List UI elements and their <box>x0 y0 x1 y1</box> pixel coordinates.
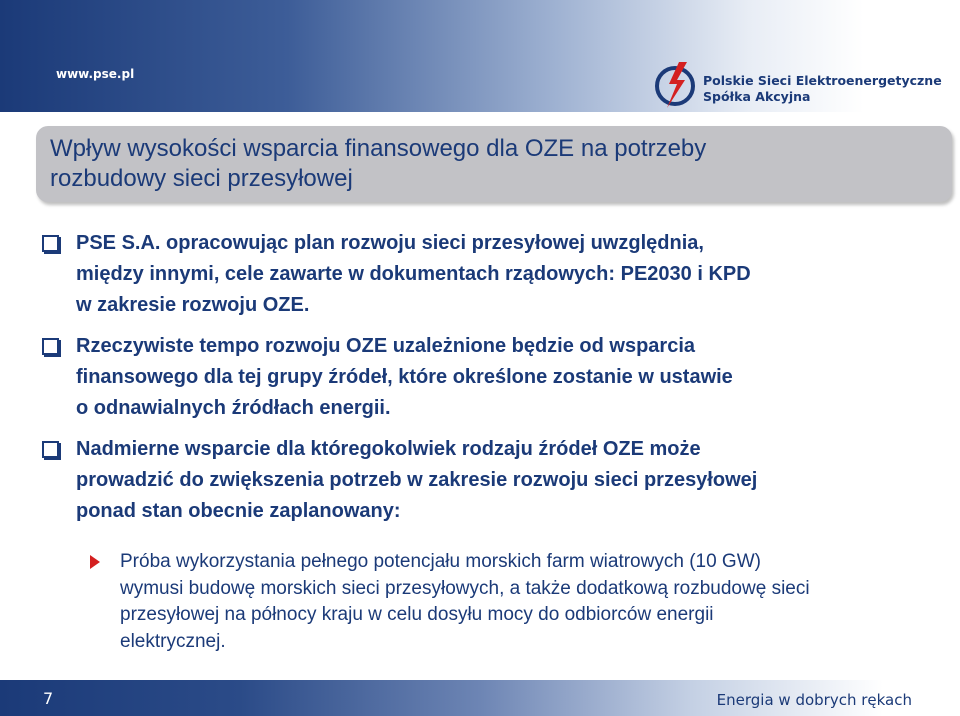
bullet-1-line-3: w zakresie rozwoju OZE. <box>76 294 310 316</box>
bullet-3-line-2: prowadzić do zwiększenia potrzeb w zakresie rozwoju sieci przesyłowej <box>76 469 758 491</box>
sub-bullet-line-3: przesyłowej na północy kraju w celu dosyłu mocy do odbiorców energii <box>120 604 714 625</box>
checkbox-bullet-icon <box>42 338 59 355</box>
bullet-1 <box>36 228 936 321</box>
sub-bullet-line-1: Próba wykorzystania pełnego potencjału morskich farm wiatrowych (10 GW) <box>120 551 761 572</box>
slide-content <box>36 228 936 655</box>
sub-bullet-line-2: wymusi budowę morskich sieci przesyłowych, a także dodatkową rozbudowę sieci <box>120 577 810 599</box>
bullet-1-line-2: między innymi, cele zawarte w dokumentach rządowych: PE2030 i KPD <box>76 263 751 285</box>
logo-company-name: Polskie Sieci Elektroenergetyczne <box>703 73 942 88</box>
bullet-2-line-1: Rzeczywiste tempo rozwoju OZE uzależnione będzie od wsparcia <box>76 335 696 357</box>
footer-slogan: Energia w dobrych rękach <box>716 691 912 709</box>
checkbox-bullet-icon <box>42 235 59 252</box>
bullet-3-line-1: Nadmierne wsparcie dla któregokolwiek rodzaju źródeł OZE może <box>76 438 701 460</box>
logo-company-type: Spółka Akcyjna <box>703 89 811 104</box>
title-line-1: Wpływ wysokości wsparcia finansowego dla OZE na potrzeby <box>50 135 707 162</box>
bullet-3 <box>36 434 936 527</box>
bullet-2-line-3: o odnawialnych źródłach energii. <box>76 397 391 419</box>
bullet-2-line-2: finansowego dla tej grupy źródeł, które określone zostanie w ustawie <box>76 366 733 388</box>
checkbox-bullet-icon <box>42 441 59 458</box>
pse-logo-icon <box>655 60 699 110</box>
company-logo <box>655 60 945 116</box>
title-line-2: rozbudowy sieci przesyłowej <box>50 165 353 192</box>
bullet-2 <box>36 331 936 424</box>
slide-title-box <box>36 126 952 202</box>
sub-bullet-line-4: elektrycznej. <box>120 630 226 652</box>
sub-bullet <box>120 549 936 655</box>
slide-title <box>50 134 930 194</box>
bullet-1-line-1: PSE S.A. opracowując plan rozwoju sieci przesyłowej uwzględnia, <box>76 232 704 254</box>
arrow-bullet-icon <box>90 555 100 569</box>
site-url: www.pse.pl <box>56 67 135 81</box>
bullet-3-line-3: ponad stan obecnie zaplanowany: <box>76 500 401 522</box>
page-number: 7 <box>43 689 54 708</box>
